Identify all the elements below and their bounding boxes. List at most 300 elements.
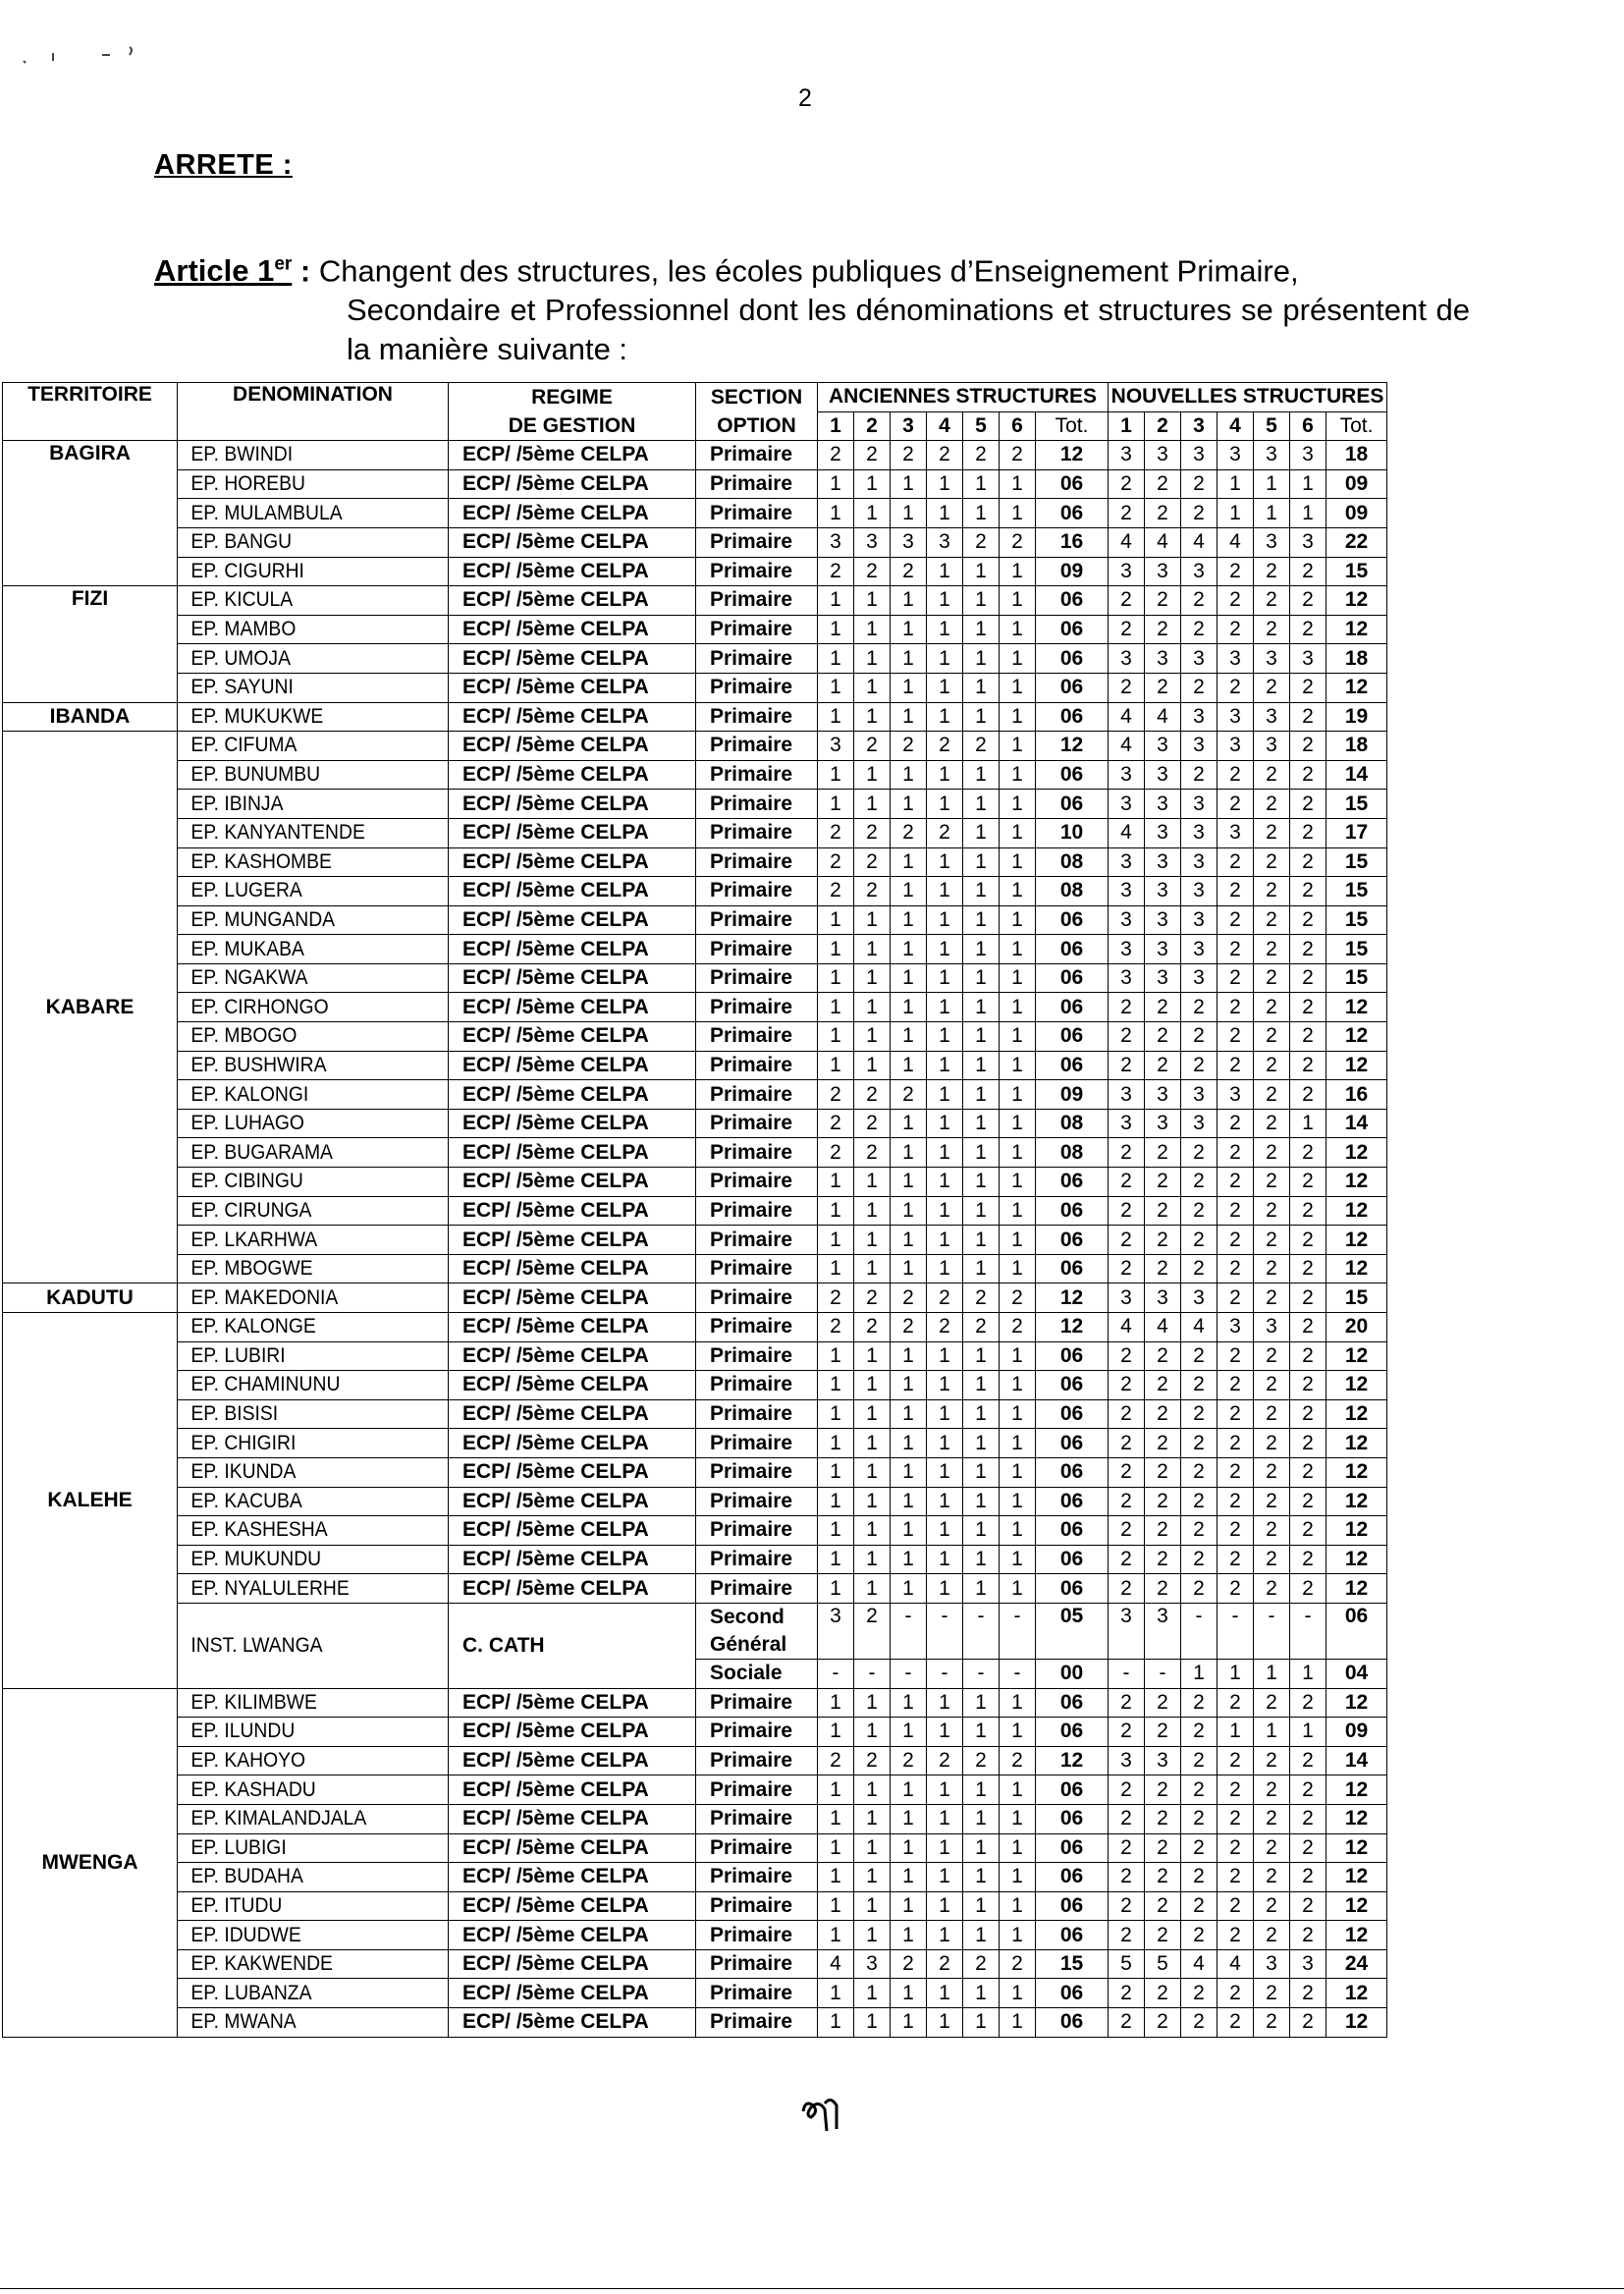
table-row	[3, 1574, 1387, 1604]
class-count-cell: 2	[1290, 1979, 1326, 2008]
class-count-cell: 2	[1290, 1516, 1326, 1546]
class-count-cell: 2	[1254, 1921, 1290, 1950]
class-count-cell: 2	[1181, 1775, 1218, 1805]
class-count-cell: 2	[1181, 586, 1218, 616]
class-count-cell: 1	[927, 1979, 963, 2008]
total-cell: 08	[1036, 1138, 1109, 1168]
class-count-cell: 3	[1109, 790, 1145, 819]
class-count-cell: 2	[1254, 790, 1290, 819]
class-count-cell: 2	[1145, 1863, 1181, 1892]
class-count-cell: 1	[854, 790, 891, 819]
class-count-cell: 1	[963, 1341, 1000, 1371]
section-cell: Primaire	[696, 1022, 818, 1052]
class-count-cell: 2	[818, 1109, 854, 1138]
denomination-cell: EP. MULAMBULA	[178, 499, 427, 528]
class-count-cell: 1	[891, 1371, 927, 1400]
class-count-cell: 2	[1109, 1545, 1145, 1574]
class-count-cell: 1	[818, 1833, 854, 1863]
class-count-cell: 2	[1218, 1022, 1254, 1052]
class-count-cell: 1	[1000, 557, 1036, 586]
class-count-cell: 2	[1290, 1545, 1326, 1574]
class-count-cell: 1	[854, 469, 891, 499]
class-count-cell: 1	[1290, 1109, 1326, 1138]
denomination-cell: EP. KASHADU	[178, 1775, 427, 1805]
class-count-cell: 3	[1145, 1603, 1181, 1659]
class-count-cell: 1	[1000, 1168, 1036, 1197]
class-count-cell: 2	[1254, 1574, 1290, 1604]
class-count-cell: 2	[1290, 1804, 1326, 1833]
regime-cell: ECP/ /5ème CELPA	[449, 732, 696, 761]
class-count-cell: 4	[1145, 702, 1181, 732]
class-count-cell: 5	[1145, 1949, 1181, 1979]
article-label-sup: er	[274, 254, 293, 275]
article-label	[154, 253, 292, 288]
class-count-cell: 2	[1181, 1399, 1218, 1429]
class-count-cell: 1	[854, 1833, 891, 1863]
class-count-cell: 2	[1218, 1979, 1254, 2008]
header-nouvelles-structures: NOUVELLES STRUCTURES	[1109, 383, 1387, 412]
class-count-cell: 1	[1000, 499, 1036, 528]
regime-cell: ECP/ /5ème CELPA	[449, 1457, 696, 1487]
regime-cell: ECP/ /5ème CELPA	[449, 877, 696, 906]
class-count-cell: 2	[1145, 993, 1181, 1022]
class-count-cell: 2	[1181, 1545, 1218, 1574]
class-count-cell: 1	[891, 702, 927, 732]
regime-cell: ECP/ /5ème CELPA	[449, 1196, 696, 1226]
section-cell: Primaire	[696, 1313, 818, 1342]
class-count-cell: 2	[1290, 732, 1326, 761]
table-row	[3, 1226, 1387, 1255]
class-count-cell: 2	[1290, 1051, 1326, 1080]
class-count-cell: 2	[854, 1080, 891, 1110]
total-cell: 06	[1036, 993, 1109, 1022]
table-row	[3, 441, 1387, 470]
regime-cell: ECP/ /5ème CELPA	[449, 586, 696, 616]
total-cell: 18	[1326, 644, 1387, 674]
total-cell: 09	[1326, 469, 1387, 499]
total-cell: 06	[1036, 644, 1109, 674]
class-count-cell: 1	[818, 1574, 854, 1604]
class-count-cell: 1	[891, 1487, 927, 1516]
class-count-cell: 2	[1145, 1399, 1181, 1429]
class-count-cell: 3	[1145, 1284, 1181, 1313]
class-count-cell: 1	[854, 1196, 891, 1226]
class-count-cell: 1	[818, 673, 854, 702]
class-count-cell: 1	[927, 1226, 963, 1255]
class-count-cell: 2	[854, 1138, 891, 1168]
class-count-cell: 3	[1145, 441, 1181, 470]
class-count-cell: 2	[1109, 1341, 1145, 1371]
class-count-cell: 2	[891, 441, 927, 470]
class-count-cell: 1	[891, 1254, 927, 1284]
denomination-cell: EP. ILUNDU	[178, 1718, 427, 1747]
total-cell: 12	[1326, 1429, 1387, 1458]
class-count-cell: 1	[963, 1574, 1000, 1604]
denomination-cell: EP. SAYUNI	[178, 673, 427, 702]
header-col-old-tot: Tot.	[1036, 411, 1109, 441]
class-count-cell: 1	[963, 1196, 1000, 1226]
class-count-cell: 1	[891, 1168, 927, 1197]
regime-cell: ECP/ /5ème CELPA	[449, 615, 696, 644]
header-col-new-3: 3	[1181, 411, 1218, 441]
header-col-old-1: 1	[818, 411, 854, 441]
class-count-cell: 1	[1290, 469, 1326, 499]
regime-cell: ECP/ /5ème CELPA	[449, 1775, 696, 1805]
class-count-cell: 1	[927, 702, 963, 732]
total-cell: 06	[1036, 1863, 1109, 1892]
table-row	[3, 1022, 1387, 1052]
class-count-cell: 2	[1218, 1457, 1254, 1487]
section-cell: Primaire	[696, 790, 818, 819]
class-count-cell: 2	[1181, 1487, 1218, 1516]
header-denomination: DENOMINATION	[178, 383, 449, 441]
total-cell: 12	[1036, 441, 1109, 470]
class-count-cell: 1	[1000, 1833, 1036, 1863]
class-count-cell: 2	[854, 1313, 891, 1342]
regime-cell: ECP/ /5ème CELPA	[449, 1109, 696, 1138]
table-row	[3, 586, 1387, 616]
class-count-cell: 2	[1109, 673, 1145, 702]
class-count-cell: 2	[1000, 1949, 1036, 1979]
class-count-cell: 3	[1145, 1080, 1181, 1110]
class-count-cell: 1	[927, 1718, 963, 1747]
class-count-cell: 2	[1218, 1688, 1254, 1718]
class-count-cell: 2	[1181, 1891, 1218, 1921]
class-count-cell: 3	[1181, 847, 1218, 877]
class-count-cell: 1	[1000, 1487, 1036, 1516]
class-count-cell: 1	[927, 877, 963, 906]
class-count-cell: 1	[1181, 1659, 1218, 1688]
class-count-cell: 1	[927, 1574, 963, 1604]
regime-cell: ECP/ /5ème CELPA	[449, 469, 696, 499]
class-count-cell: 3	[1109, 963, 1145, 993]
class-count-cell: 1	[1290, 1659, 1326, 1688]
class-count-cell: 2	[1218, 1545, 1254, 1574]
class-count-cell: 1	[891, 847, 927, 877]
class-count-cell: 1	[963, 1254, 1000, 1284]
class-count-cell: 1	[927, 1545, 963, 1574]
denomination-cell: EP. UMOJA	[178, 644, 427, 674]
denomination-cell: EP. KIMALANDJALA	[178, 1804, 427, 1833]
class-count-cell: 2	[1145, 1138, 1181, 1168]
class-count-cell: 1	[927, 469, 963, 499]
class-count-cell: 2	[1109, 1921, 1145, 1950]
class-count-cell: 2	[1218, 1196, 1254, 1226]
class-count-cell: 1	[963, 877, 1000, 906]
total-cell: 06	[1036, 1341, 1109, 1371]
class-count-cell: 1	[1254, 469, 1290, 499]
section-cell: Primaire	[696, 847, 818, 877]
class-count-cell: 1	[963, 1804, 1000, 1833]
total-cell: 12	[1326, 1399, 1387, 1429]
section-general-line-2: Général	[710, 1632, 787, 1656]
denomination-cell: EP. CIRHONGO	[178, 993, 427, 1022]
section-cell: Primaire	[696, 1254, 818, 1284]
regime-cell: ECP/ /5ème CELPA	[449, 1574, 696, 1604]
total-cell: 12	[1326, 1921, 1387, 1950]
class-count-cell: 2	[1218, 1833, 1254, 1863]
header-col-new-1: 1	[1109, 411, 1145, 441]
class-count-cell: 2	[1254, 586, 1290, 616]
class-count-cell: 2	[1145, 1718, 1181, 1747]
class-count-cell: 2	[963, 732, 1000, 761]
section-cell: Primaire	[696, 527, 818, 557]
total-cell: 12	[1326, 1254, 1387, 1284]
class-count-cell: 1	[818, 905, 854, 935]
class-count-cell: 2	[1290, 1921, 1326, 1950]
regime-cell: ECP/ /5ème CELPA	[449, 1168, 696, 1197]
class-count-cell: 2	[1290, 1574, 1326, 1604]
heading-colon: :	[274, 149, 293, 181]
class-count-cell: 1	[818, 1545, 854, 1574]
header-section-2: OPTION	[696, 411, 818, 441]
class-count-cell: 1	[891, 1399, 927, 1429]
class-count-cell: 1	[927, 1022, 963, 1052]
class-count-cell: 2	[1181, 1371, 1218, 1400]
class-count-cell: -	[891, 1603, 927, 1659]
class-count-cell: 1	[818, 993, 854, 1022]
class-count-cell: 2	[1254, 1688, 1290, 1718]
regime-cell: ECP/ /5ème CELPA	[449, 1545, 696, 1574]
class-count-cell: 1	[818, 1487, 854, 1516]
class-count-cell: 2	[891, 818, 927, 847]
class-count-cell: 1	[891, 1516, 927, 1546]
class-count-cell: 1	[891, 673, 927, 702]
total-cell: 12	[1326, 1545, 1387, 1574]
class-count-cell: 2	[1109, 1833, 1145, 1863]
class-count-cell: 2	[1254, 1746, 1290, 1775]
class-count-cell: 2	[1109, 1371, 1145, 1400]
denomination-cell: EP. MWANA	[178, 2008, 427, 2038]
class-count-cell: 2	[1290, 557, 1326, 586]
class-count-cell: 2	[927, 1746, 963, 1775]
table-row	[3, 527, 1387, 557]
class-count-cell: 2	[1145, 1775, 1181, 1805]
class-count-cell: 2	[1290, 2008, 1326, 2038]
denomination-cell: EP. MAKEDONIA	[178, 1284, 427, 1313]
class-count-cell: 1	[963, 760, 1000, 790]
class-count-cell: 2	[1218, 1399, 1254, 1429]
class-count-cell: 2	[1290, 1138, 1326, 1168]
class-count-cell: 2	[1145, 1921, 1181, 1950]
section-cell: Primaire	[696, 1921, 818, 1950]
class-count-cell: 2	[1254, 1196, 1290, 1226]
class-count-cell: 1	[818, 1688, 854, 1718]
total-cell: 06	[1036, 1371, 1109, 1400]
table-row	[3, 1804, 1387, 1833]
table-row	[3, 1516, 1387, 1546]
denomination-cell: EP. KASHOMBE	[178, 847, 427, 877]
class-count-cell: 2	[1181, 1457, 1218, 1487]
class-count-cell: 2	[1290, 1226, 1326, 1255]
class-count-cell: 1	[927, 1254, 963, 1284]
table-row	[3, 557, 1387, 586]
class-count-cell: 2	[1218, 905, 1254, 935]
class-count-cell: 4	[1109, 527, 1145, 557]
regime-cell: ECP/ /5ème CELPA	[449, 2008, 696, 2038]
class-count-cell: 3	[1181, 963, 1218, 993]
total-cell: 15	[1036, 1949, 1109, 1979]
class-count-cell: -	[1290, 1603, 1326, 1659]
class-count-cell: 2	[1181, 1804, 1218, 1833]
class-count-cell: 1	[927, 673, 963, 702]
total-cell: 09	[1036, 557, 1109, 586]
denomination-cell: EP. CHAMINUNU	[178, 1371, 427, 1400]
section-cell: Primaire	[696, 469, 818, 499]
class-count-cell: 2	[1218, 790, 1254, 819]
total-cell: 06	[1036, 702, 1109, 732]
class-count-cell: 3	[1181, 441, 1218, 470]
class-count-cell: 1	[1000, 1138, 1036, 1168]
total-cell: 06	[1036, 1688, 1109, 1718]
class-count-cell: 3	[927, 527, 963, 557]
class-count-cell: 2	[1000, 441, 1036, 470]
class-count-cell: 2	[818, 1746, 854, 1775]
class-count-cell: 2	[1181, 1168, 1218, 1197]
class-count-cell: 2	[1290, 818, 1326, 847]
table-row	[3, 615, 1387, 644]
class-count-cell: 2	[1290, 586, 1326, 616]
class-count-cell: 2	[891, 1080, 927, 1110]
class-count-cell: 2	[1254, 1429, 1290, 1458]
class-count-cell: 1	[891, 790, 927, 819]
class-count-cell: 2	[1109, 1574, 1145, 1604]
class-count-cell: 2	[1145, 1688, 1181, 1718]
class-count-cell: 1	[854, 1863, 891, 1892]
class-count-cell: 1	[963, 1487, 1000, 1516]
class-count-cell: 2	[1218, 1138, 1254, 1168]
class-count-cell: 1	[1000, 1804, 1036, 1833]
class-count-cell: 2	[1181, 673, 1218, 702]
class-count-cell: 1	[927, 586, 963, 616]
total-cell: 17	[1326, 818, 1387, 847]
class-count-cell: 3	[1218, 818, 1254, 847]
class-count-cell: 2	[1218, 847, 1254, 877]
class-count-cell: 2	[1218, 586, 1254, 616]
class-count-cell: 2	[1218, 993, 1254, 1022]
class-count-cell: 1	[891, 1833, 927, 1863]
section-cell: Primaire	[696, 1399, 818, 1429]
header-col-old-4: 4	[927, 411, 963, 441]
class-count-cell: 3	[1254, 644, 1290, 674]
class-count-cell: 1	[1000, 1457, 1036, 1487]
table-row	[3, 1168, 1387, 1197]
class-count-cell: 2	[1218, 1574, 1254, 1604]
class-count-cell: 2	[1290, 760, 1326, 790]
total-cell: 06	[1036, 1979, 1109, 2008]
class-count-cell: 2	[1290, 1429, 1326, 1458]
class-count-cell: 1	[1000, 1109, 1036, 1138]
class-count-cell: 4	[1109, 818, 1145, 847]
regime-cell: ECP/ /5ème CELPA	[449, 1487, 696, 1516]
table-row	[3, 1921, 1387, 1950]
class-count-cell: 2	[1181, 1196, 1218, 1226]
class-count-cell: 1	[1000, 1022, 1036, 1052]
denomination-cell: EP. BANGU	[178, 527, 427, 557]
class-count-cell: 2	[1145, 1254, 1181, 1284]
class-count-cell: 1	[854, 1921, 891, 1950]
section-cell: Primaire	[696, 905, 818, 935]
total-cell: 15	[1326, 1284, 1387, 1313]
denomination-cell: EP. CHIGIRI	[178, 1429, 427, 1458]
denomination-cell: EP. KANYANTENDE	[178, 818, 427, 847]
class-count-cell: 1	[1000, 1921, 1036, 1950]
section-cell: Primaire	[696, 1371, 818, 1400]
total-cell: 06	[1036, 1891, 1109, 1921]
regime-cell: ECP/ /5ème CELPA	[449, 935, 696, 964]
class-count-cell: 1	[927, 1516, 963, 1546]
denomination-cell: EP. KASHESHA	[178, 1516, 427, 1546]
class-count-cell: 3	[1181, 790, 1218, 819]
class-count-cell: 2	[1218, 935, 1254, 964]
class-count-cell: 2	[1181, 1746, 1218, 1775]
total-cell: 04	[1326, 1659, 1387, 1688]
regime-cell: ECP/ /5ème CELPA	[449, 1429, 696, 1458]
class-count-cell: 2	[963, 1313, 1000, 1342]
class-count-cell: 2	[1145, 1168, 1181, 1197]
class-count-cell: 1	[1000, 1891, 1036, 1921]
total-cell: 06	[1036, 1574, 1109, 1604]
denomination-cell: EP. BUNUMBU	[178, 760, 427, 790]
class-count-cell: 1	[927, 1399, 963, 1429]
page-number: 2	[798, 84, 812, 112]
class-count-cell: 1	[818, 644, 854, 674]
class-count-cell: 1	[1000, 1516, 1036, 1546]
header-regime-2: DE GESTION	[449, 411, 696, 441]
section-cell: Primaire	[696, 1688, 818, 1718]
total-cell: 14	[1326, 760, 1387, 790]
class-count-cell: 1	[891, 1688, 927, 1718]
class-count-cell: 3	[1254, 1313, 1290, 1342]
article-continuation: Secondaire et Professionnel dont les dénominations et structures se présentent de la manière suivante :	[347, 293, 1470, 367]
regime-cell: ECP/ /5ème CELPA	[449, 1080, 696, 1110]
table-row	[3, 1688, 1387, 1718]
class-count-cell: 2	[1181, 1718, 1218, 1747]
class-count-cell: 1	[818, 1804, 854, 1833]
class-count-cell: 2	[927, 818, 963, 847]
class-count-cell: 2	[1290, 790, 1326, 819]
class-count-cell: 3	[1290, 644, 1326, 674]
total-cell: 12	[1326, 1341, 1387, 1371]
header-section-1: SECTION	[696, 383, 818, 412]
table-row	[3, 673, 1387, 702]
structures-table	[2, 382, 1387, 2038]
class-count-cell: 2	[1109, 1457, 1145, 1487]
class-count-cell: 2	[1109, 586, 1145, 616]
section-cell: Primaire	[696, 702, 818, 732]
class-count-cell: 2	[1254, 1545, 1290, 1574]
class-count-cell: 1	[854, 1341, 891, 1371]
class-count-cell: 1	[1000, 1718, 1036, 1747]
scan-marks-icon	[20, 39, 137, 69]
territoire-cell: BAGIRA	[3, 441, 178, 586]
class-count-cell: 2	[1254, 877, 1290, 906]
class-count-cell: 2	[1145, 1226, 1181, 1255]
total-cell: 06	[1036, 1168, 1109, 1197]
total-cell: 12	[1326, 1487, 1387, 1516]
class-count-cell: 1	[1000, 1429, 1036, 1458]
class-count-cell: 1	[963, 1109, 1000, 1138]
class-count-cell: 2	[1218, 1863, 1254, 1892]
total-cell: 06	[1036, 615, 1109, 644]
institute-name-cell: INST. LWANGA	[178, 1603, 427, 1688]
class-count-cell: 3	[818, 1603, 854, 1659]
section-cell: Primaire	[696, 1196, 818, 1226]
total-cell: 12	[1326, 673, 1387, 702]
total-cell: 06	[1036, 1516, 1109, 1546]
class-count-cell: 1	[818, 760, 854, 790]
class-count-cell: 1	[818, 1254, 854, 1284]
